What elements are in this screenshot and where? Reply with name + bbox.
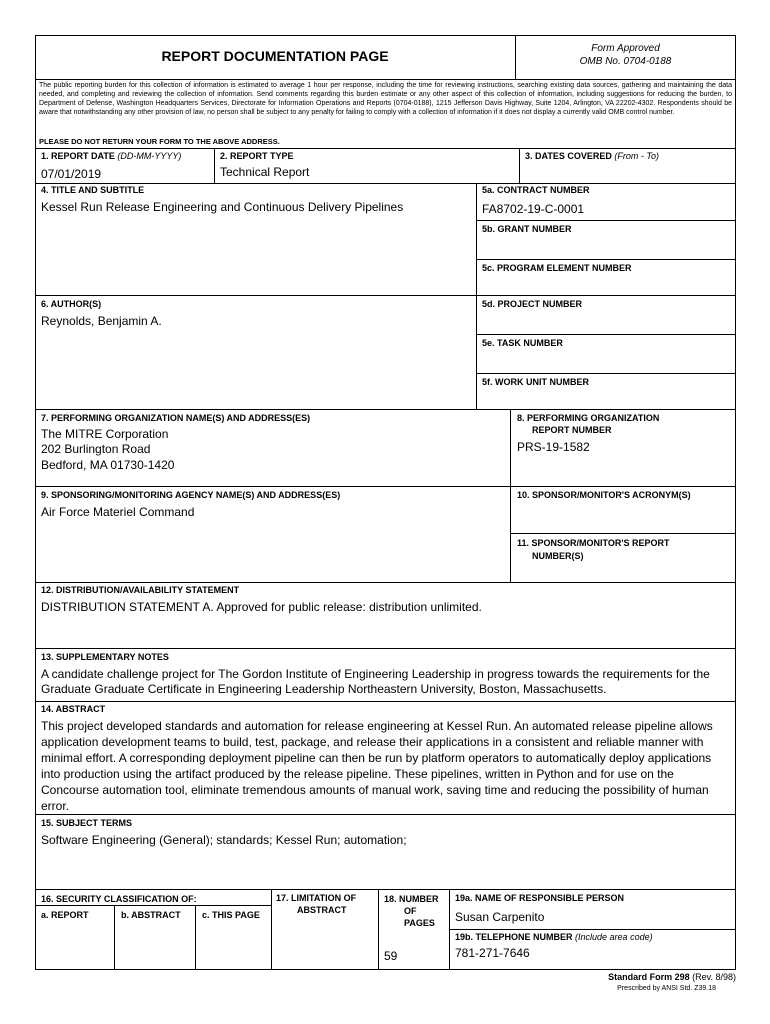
standard-form-footer: Standard Form 298 (Rev. 8/98) [608, 972, 736, 982]
grant-number-label: 5b. GRANT NUMBER [482, 224, 572, 234]
divider [214, 148, 215, 183]
sponsor-acronym-label: 10. SPONSOR/MONITOR'S ACRONYM(S) [517, 490, 691, 500]
number-of-pages-label: PAGES [404, 918, 435, 928]
title-value: Kessel Run Release Engineering and Continuous Delivery Pipelines [41, 200, 404, 214]
omb-number: OMB No. 0704-0188 [579, 56, 672, 67]
number-of-pages-value: 59 [384, 949, 398, 963]
divider [35, 409, 736, 410]
limitation-label: ABSTRACT [297, 905, 347, 915]
sponsoring-agency-value: Air Force Materiel Command [41, 505, 195, 519]
telephone-label: 19b. TELEPHONE NUMBER (Include area code) [455, 932, 653, 942]
divider [114, 905, 115, 970]
do-not-return-notice: PLEASE DO NOT RETURN YOUR FORM TO THE ABOVE ADDRESS. [39, 137, 280, 146]
divider [35, 701, 736, 702]
telephone-value: 781-271-7646 [455, 946, 530, 960]
responsible-person-value: Susan Carpenito [455, 910, 545, 924]
title-label: 4. TITLE AND SUBTITLE [41, 185, 145, 195]
authors-label: 6. AUTHOR(S) [41, 299, 102, 309]
classification-report-label: a. REPORT [41, 910, 89, 920]
burden-statement: The public reporting burden for this collection of information is estimated to average 1 hour per response, including the time for reviewing instructions, searching existing data sources, gathering and maintaining the data needed, and completing and reviewing the collection of information. Send comments regarding this burden estimate or any other aspect of this collection of information, including suggestions for reducing the burden, to Department of Defense, Washington Headquarters Services, Directorate for Information Operations and Reports (0704-0188), 1215 Jefferson Davis Highway, Suite 1204, Arlington, VA 22202-4302. Respondents should be aware that notwithstanding any other provision of law, no person shall be subject to any penalty for failing to comply with a collection of information if it does not display a currently valid OMB control number. [39, 82, 732, 116]
work-unit-label: 5f. WORK UNIT NUMBER [482, 377, 589, 387]
distribution-label: 12. DISTRIBUTION/AVAILABILITY STATEMENT [41, 585, 240, 595]
task-number-label: 5e. TASK NUMBER [482, 338, 563, 348]
divider [35, 814, 736, 815]
abstract-label: 14. ABSTRACT [41, 704, 106, 714]
abstract-value: This project developed standards and automation for release engineering at Kessel Run. An automated release pipeline allows application development teams to build, test, package, and release their applications in a consistent and reliable manner with minimal effort. A corresponding deployment pipeline can then be run by platform operators to automatically deploy applications into production using the artifact produced by the release pipeline. These pipelines, written in Python and for use on the Concourse automation tool, eliminate tremendous amounts of manual work, saving time and reducing the possibility of human error. [41, 719, 713, 813]
subject-terms-label: 15. SUBJECT TERMS [41, 818, 133, 828]
form-approved: Form Approved [591, 43, 660, 54]
contract-number-value: FA8702-19-C-0001 [482, 202, 585, 216]
classification-this-page-label: c. THIS PAGE [202, 910, 260, 920]
divider [271, 889, 272, 970]
report-type-label: 2. REPORT TYPE [220, 151, 294, 161]
supplementary-notes-label: 13. SUPPLEMENTARY NOTES [41, 652, 169, 662]
report-documentation-form [35, 35, 736, 970]
divider [476, 220, 736, 221]
project-number-label: 5d. PROJECT NUMBER [482, 299, 583, 309]
program-element-label: 5c. PROGRAM ELEMENT NUMBER [482, 263, 632, 273]
responsible-person-label: 19a. NAME OF RESPONSIBLE PERSON [455, 893, 625, 903]
divider [519, 148, 520, 183]
divider [35, 582, 736, 583]
sponsor-report-number-label: NUMBER(S) [532, 551, 584, 561]
sponsoring-agency-label: 9. SPONSORING/MONITORING AGENCY NAME(S) AND ADDRESS(ES) [41, 490, 341, 500]
divider [510, 409, 511, 582]
number-of-pages-label: OF [404, 906, 417, 916]
supplementary-notes-value: A candidate challenge project for The Gordon Institute of Engineering Leadership in progress towards the requirements for the Graduate Graduate Certificate in Engineering Leadership Northeastern University, Boston, Massachusetts. [41, 667, 710, 696]
performing-org-label: 7. PERFORMING ORGANIZATION NAME(S) AND ADDRESS(ES) [41, 413, 311, 423]
authors-value: Reynolds, Benjamin A. [41, 314, 162, 328]
performing-org-street: 202 Burlington Road [41, 442, 151, 456]
divider [35, 486, 736, 487]
divider [476, 334, 736, 335]
divider [35, 295, 736, 296]
performing-org-name: The MITRE Corporation [41, 427, 169, 441]
divider [476, 259, 736, 260]
divider [378, 889, 379, 970]
report-date-label: 1. REPORT DATE (DD-MM-YYYY) [41, 151, 182, 161]
performing-report-number-label: REPORT NUMBER [532, 425, 612, 435]
subject-terms-value: Software Engineering (General); standards; Kessel Run; automation; [41, 833, 407, 847]
divider [35, 905, 271, 906]
divider [35, 79, 736, 80]
contract-number-label: 5a. CONTRACT NUMBER [482, 185, 590, 195]
report-type-value: Technical Report [220, 165, 310, 179]
divider [476, 373, 736, 374]
security-classification-label: 16. SECURITY CLASSIFICATION OF: [41, 894, 197, 904]
report-date-value: 07/01/2019 [41, 167, 102, 181]
classification-abstract-label: b. ABSTRACT [121, 910, 181, 920]
sponsor-report-number-label: 11. SPONSOR/MONITOR'S REPORT [517, 538, 670, 548]
divider [35, 648, 736, 649]
limitation-label: 17. LIMITATION OF [276, 893, 357, 903]
divider [35, 148, 736, 149]
divider [510, 533, 736, 534]
divider [35, 183, 736, 184]
performing-org-city: Bedford, MA 01730-1420 [41, 458, 175, 472]
number-of-pages-label: 18. NUMBER [384, 894, 439, 904]
divider [195, 905, 196, 970]
performing-report-number-label: 8. PERFORMING ORGANIZATION [517, 413, 660, 423]
distribution-value: DISTRIBUTION STATEMENT A. Approved for public release: distribution unlimited. [41, 600, 482, 614]
performing-report-number-value: PRS-19-1582 [517, 440, 590, 454]
divider [449, 929, 736, 930]
divider [449, 889, 450, 970]
form-title: REPORT DOCUMENTATION PAGE [161, 48, 389, 64]
dates-covered-label: 3. DATES COVERED (From - To) [525, 151, 660, 161]
divider [35, 889, 736, 890]
divider [476, 183, 477, 409]
prescribed-by-footer: Prescribed by ANSI Std. Z39.18 [617, 985, 716, 992]
